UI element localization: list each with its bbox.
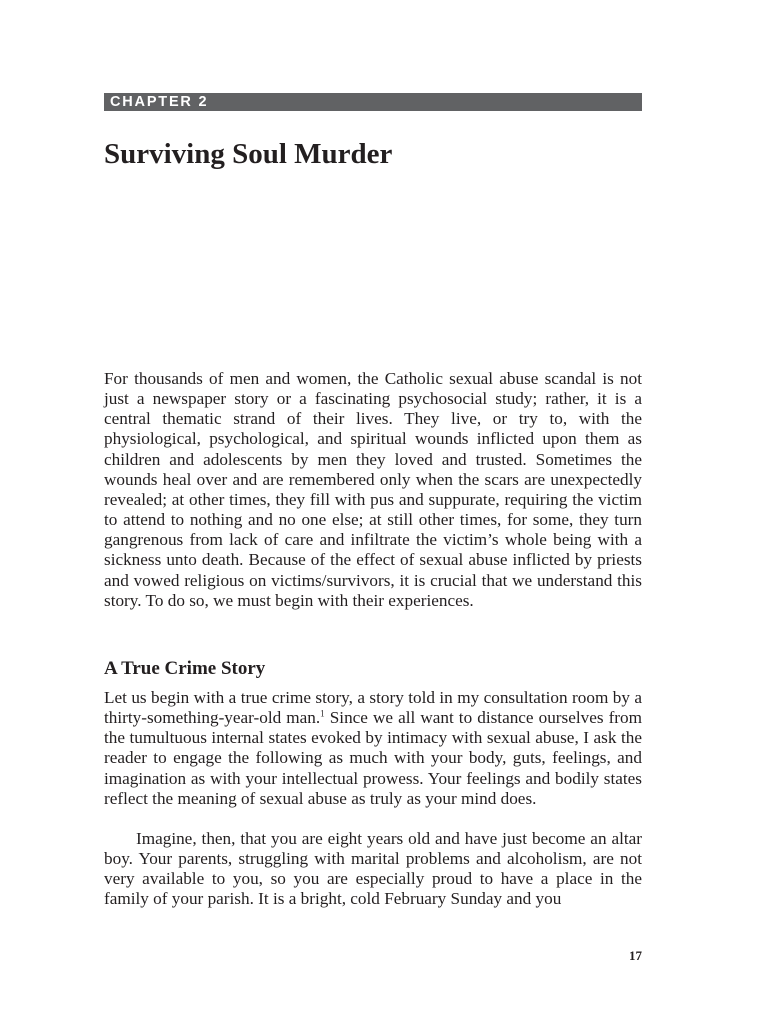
chapter-label: CHAPTER 2 <box>110 94 209 110</box>
chapter-title: Surviving Soul Murder <box>104 138 393 170</box>
page-number: 17 <box>629 948 642 963</box>
section-paragraph-2: Imagine, then, that you are eight years old and have just become an altar boy. Your parents, struggling with marital problems and alcoholism, are not very available to you, so you are especially proud to have a place in the family of your parish. It is a bright, cold February Sunday and you <box>104 829 642 909</box>
section-paragraph-1 <box>104 688 642 809</box>
intro-paragraph: For thousands of men and women, the Catholic sexual abuse scandal is not just a newspaper story or a fascinating psychosocial study; rather, it is a central thematic strand of their lives. They live, or try to, with the physiological, psychological, and spiritual wounds inflicted upon them as children and adolescents by men they loved and trusted. Sometimes the wounds heal over and are remembered only when the scars are unexpectedly revealed; at other times, they fill with pus and suppurate, requiring the victim to attend to nothing and no one else; at still other times, for some, they turn gangrenous from lack of care and infiltrate the victim’s whole being with a sickness unto death. Because of the effect of sexual abuse inflicted by priests and vowed religious on victims/survivors, it is crucial that we understand this story. To do so, we must begin with their experiences. <box>104 369 642 610</box>
footnote-marker[interactable]: 1 <box>320 708 325 719</box>
section-heading: A True Crime Story <box>104 658 266 679</box>
paragraph-text-continued: Since we all want to distance ourselves from the tumultuous internal states evoked by intimacy with sexual abuse, I ask the reader to engage the following as much with your body, guts, feelings, and imagination as with your intellectual prowess. Your feelings and bodily states reflect the meaning of sexual abuse as truly as your mind does. <box>104 708 642 808</box>
paragraph-text: Let us begin with a true crime story, a story told in my consultation room by a thirty-something-year-old man. <box>104 688 642 728</box>
chapter-banner <box>104 93 642 111</box>
